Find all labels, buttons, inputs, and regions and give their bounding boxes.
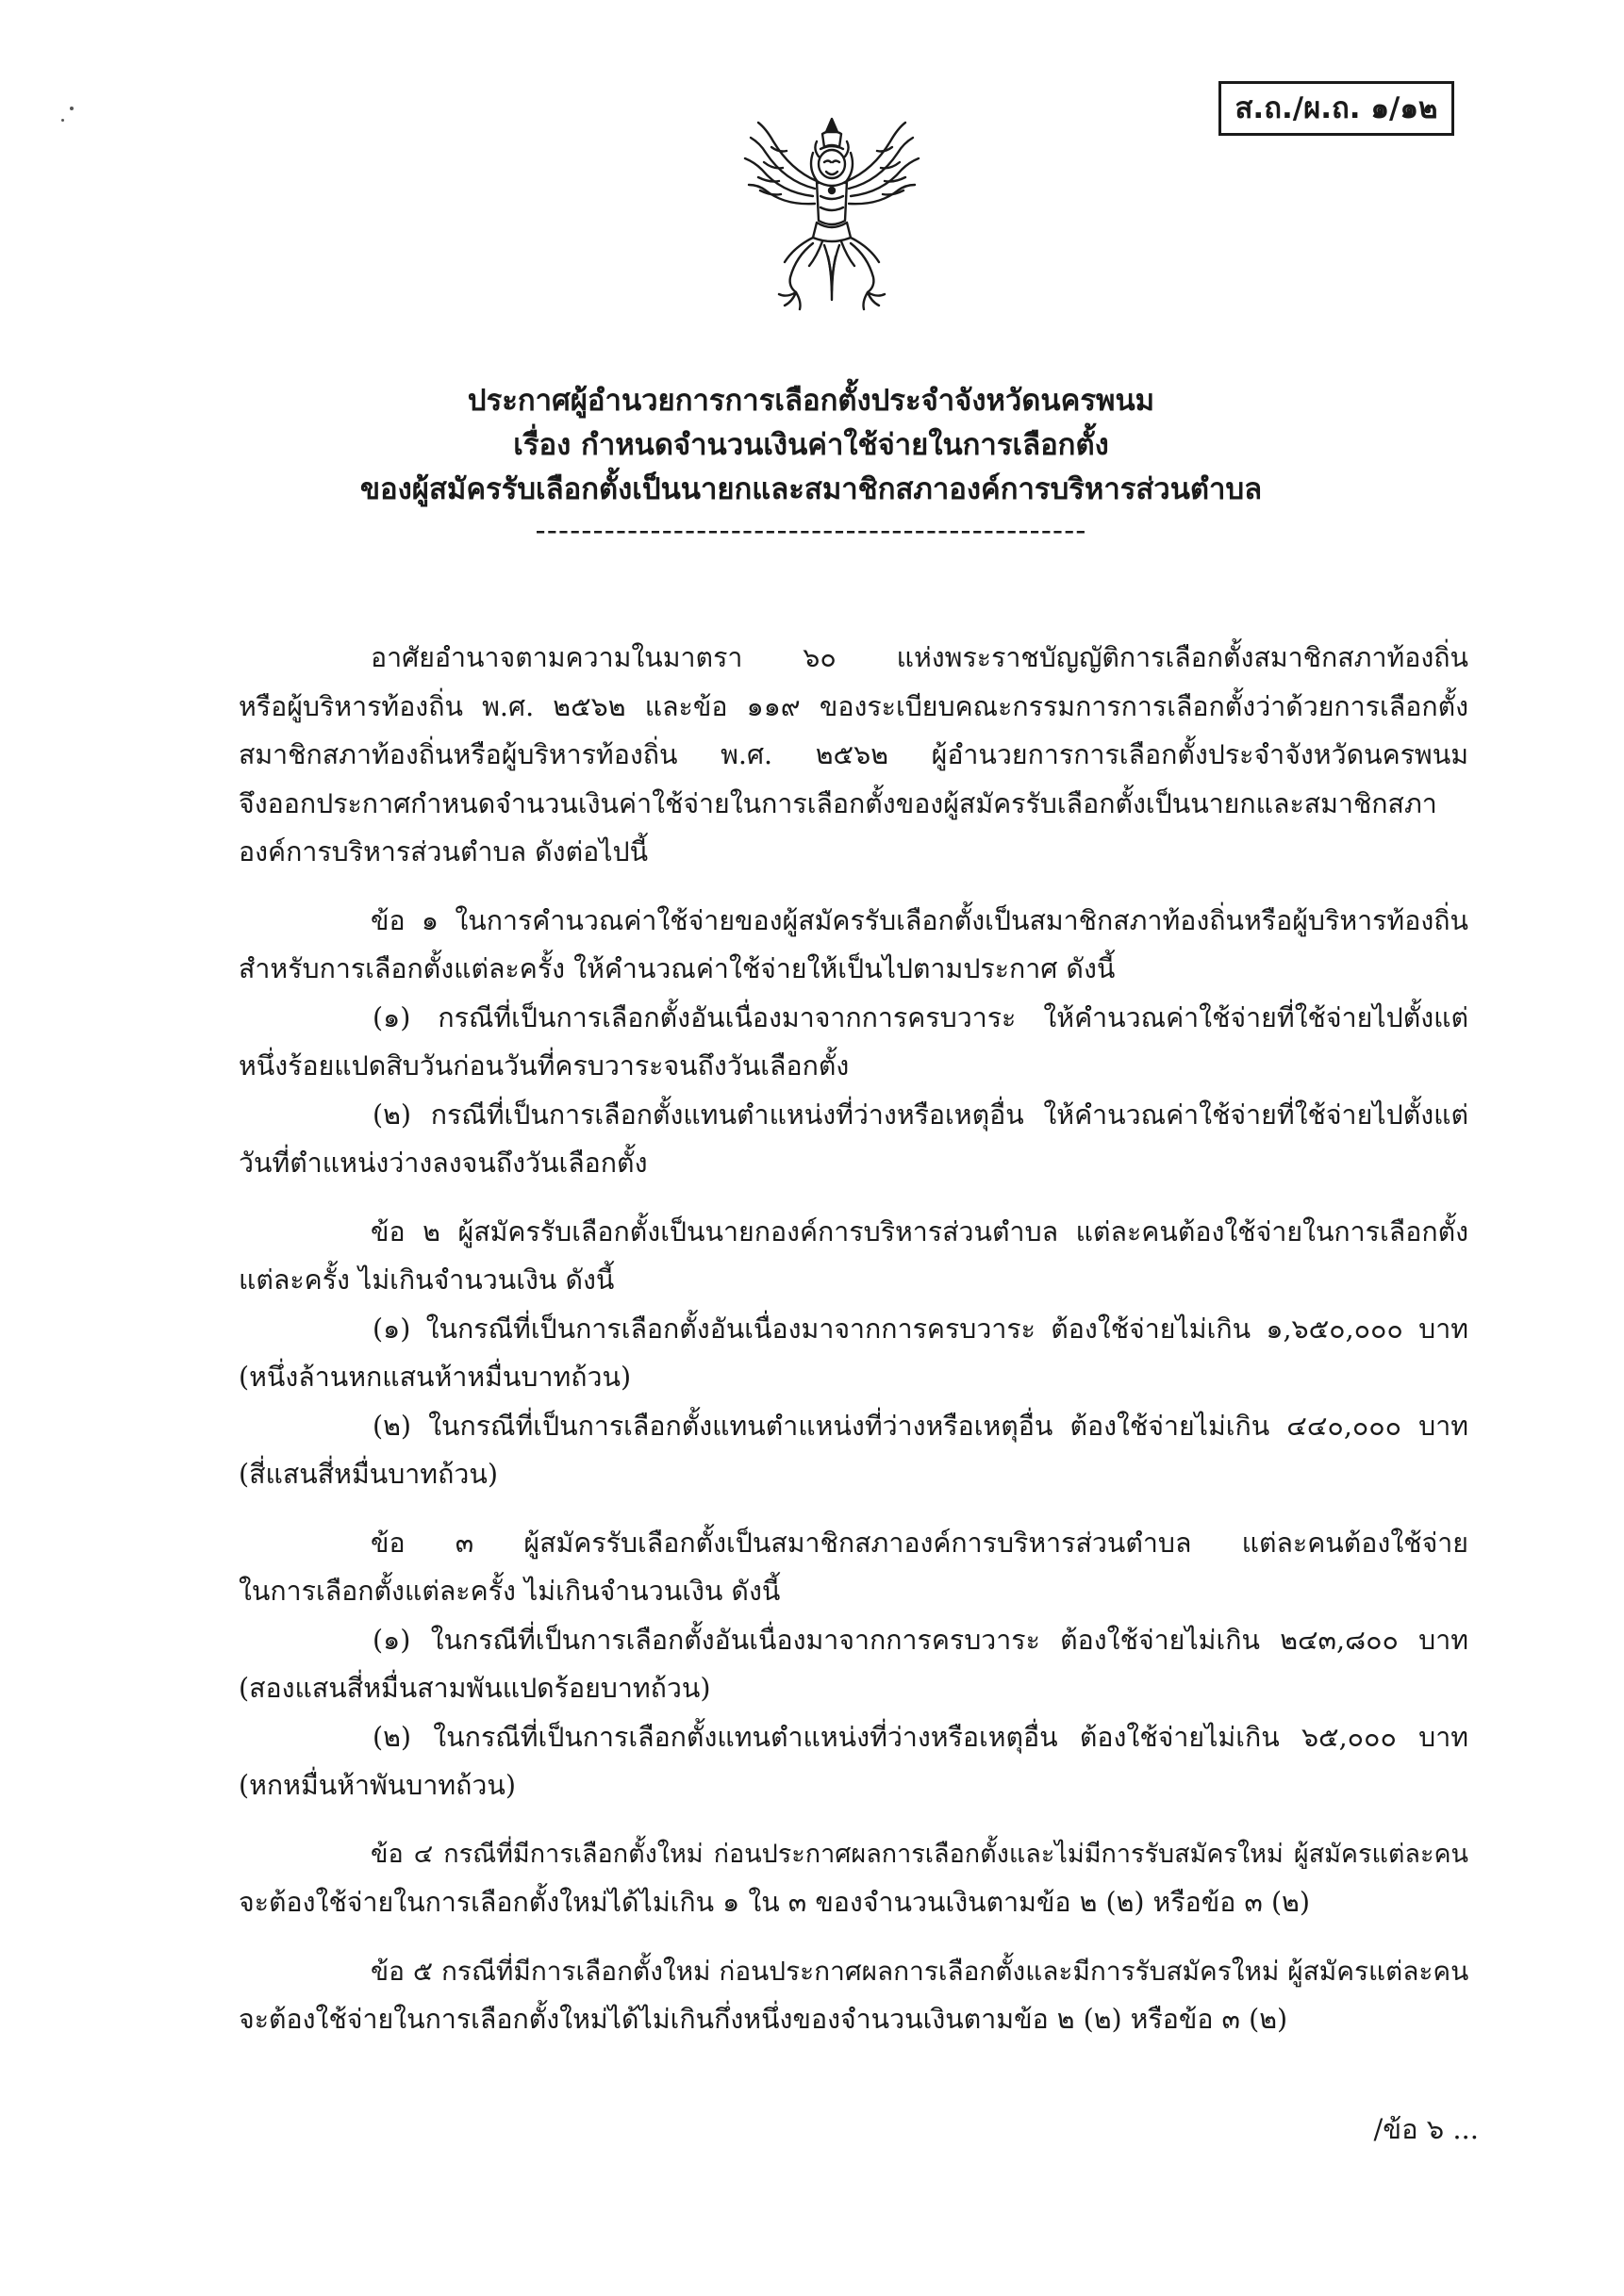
clause-4-line: จะต้องใช้จ่ายในการเลือกตั้งใหม่ได้ไม่เกิน ๑ ใน ๓ ของจำนวนเงินตามข้อ ๒ (๒) หรือข้อ ๓ (๒) (239, 1887, 1310, 1918)
preamble-line: สมาชิกสภาท้องถิ่นหรือผู้บริหารท้องถิ่น พ.ศ. ๒๕๖๒ ผู้อำนวยการการเลือกตั้งประจำจังหวัดนครพนม (239, 739, 1468, 770)
clause-1-item: หนึ่งร้อยแปดสิบวันก่อนวันที่ครบวาระจนถึงวันเลือกตั้ง (239, 1050, 850, 1082)
clause-1-item: วันที่ตำแหน่งว่างลงจนถึงวันเลือกตั้ง (239, 1148, 648, 1179)
clause-5-line: ข้อ ๕ กรณีที่มีการเลือกตั้งใหม่ ก่อนประกาศผลการเลือกตั้งและมีการรับสมัครใหม่ ผู้สมัครแต่ละคน (371, 1955, 1469, 1987)
clause-2-line: แต่ละครั้ง ไม่เกินจำนวนเงิน ดังนี้ (239, 1264, 615, 1296)
announcement-body (239, 634, 1468, 2044)
clause-2-item: (หนึ่งล้านหกแสนห้าหมื่นบาทถ้วน) (239, 1362, 632, 1393)
form-code-box: ส.ถ./ผ.ถ. ๑/๑๒ (1218, 81, 1454, 136)
title-line-3: ของผู้สมัครรับเลือกตั้งเป็นนายกและสมาชิกสภาองค์การบริหารส่วนตำบล (359, 472, 1263, 506)
clause-1-item: (๑) กรณีที่เป็นการเลือกตั้งอันเนื่องมาจากการครบวาระ ให้คำนวณค่าใช้จ่ายที่ใช้จ่ายไปตั้งแต่ (373, 1001, 1468, 1033)
scan-speck (61, 119, 64, 122)
clause-2-item: (สี่แสนสี่หมื่นบาทถ้วน) (239, 1459, 498, 1490)
clause-5-line: จะต้องใช้จ่ายในการเลือกตั้งใหม่ได้ไม่เกินกึ่งหนึ่งของจำนวนเงินตามข้อ ๒ (๒) หรือข้อ ๓ (๒) (239, 2004, 1288, 2035)
preamble-line: จึงออกประกาศกำหนดจำนวนเงินค่าใช้จ่ายในการเลือกตั้งของผู้สมัครรับเลือกตั้งเป็นนายกและสมาชิกสภา (239, 787, 1437, 819)
clause-1-line: สำหรับการเลือกตั้งแต่ละครั้ง ให้คำนวณค่าใช้จ่ายให้เป็นไปตามประกาศ ดังนี้ (239, 953, 1116, 984)
continuation-marker: /ข้อ ๖ ... (1373, 2113, 1479, 2145)
clause-3-item: (๑) ในกรณีที่เป็นการเลือกตั้งอันเนื่องมาจากการครบวาระ ต้องใช้จ่ายไม่เกิน ๒๔๓,๘๐๐ บาท (373, 1624, 1468, 1656)
clause-2-item: (๑) ในกรณีที่เป็นการเลือกตั้งอันเนื่องมาจากการครบวาระ ต้องใช้จ่ายไม่เกิน ๑,๖๕๐,๐๐๐ บาท (373, 1313, 1468, 1345)
clause-1-line: ข้อ ๑ ในการคำนวณค่าใช้จ่ายของผู้สมัครรับเลือกตั้งเป็นสมาชิกสภาท้องถิ่นหรือผู้บริหารท้องถิ่น (371, 904, 1468, 936)
clause-3-item: (หกหมื่นห้าพันบาทถ้วน) (239, 1770, 517, 1801)
clause-2-line: ข้อ ๒ ผู้สมัครรับเลือกตั้งเป็นนายกองค์การบริหารส่วนตำบล แต่ละคนต้องใช้จ่ายในการเลือกตั้ง (371, 1215, 1468, 1247)
clause-3-item: (สองแสนสี่หมื่นสามพันแปดร้อยบาทถ้วน) (239, 1673, 711, 1704)
preamble-line: หรือผู้บริหารท้องถิ่น พ.ศ. ๒๕๖๒ และข้อ ๑๑๙ ของระเบียบคณะกรรมการการเลือกตั้งว่าด้วยการเลือกตั้ง (239, 690, 1468, 722)
title-line-1: ประกาศผู้อำนวยการการเลือกตั้งประจำจังหวัดนครพนม (467, 384, 1155, 418)
garuda-emblem-icon (737, 115, 926, 313)
clause-3-item: (๒) ในกรณีที่เป็นการเลือกตั้งแทนตำแหน่งที่ว่างหรือเหตุอื่น ต้องใช้จ่ายไม่เกิน ๖๕,๐๐๐ บาท (373, 1721, 1468, 1753)
clause-3-line: ข้อ ๓ ผู้สมัครรับเลือกตั้งเป็นสมาชิกสภาองค์การบริหารส่วนตำบล แต่ละคนต้องใช้จ่าย (371, 1527, 1468, 1559)
announcement-title (226, 379, 1396, 550)
scan-speck (70, 107, 74, 110)
clause-2-item: (๒) ในกรณีที่เป็นการเลือกตั้งแทนตำแหน่งที่ว่างหรือเหตุอื่น ต้องใช้จ่ายไม่เกิน ๔๔๐,๐๐๐ บาท (373, 1410, 1468, 1442)
preamble-line: อาศัยอำนาจตามความในมาตรา ๖๐ แห่งพระราชบัญญัติการเลือกตั้งสมาชิกสภาท้องถิ่น (371, 642, 1468, 673)
title-line-2: เรื่อง กำหนดจำนวนเงินค่าใช้จ่ายในการเลือกตั้ง (513, 428, 1109, 462)
clause-4-line: ข้อ ๔ กรณีที่มีการเลือกตั้งใหม่ ก่อนประกาศผลการเลือกตั้งและไม่มีการรับสมัครใหม่ ผู้สมัครแต่ละคน (371, 1839, 1468, 1869)
clause-1-item: (๒) กรณีที่เป็นการเลือกตั้งแทนตำแหน่งที่ว่างหรือเหตุอื่น ให้คำนวณค่าใช้จ่ายที่ใช้จ่ายไปตั้งแต่ (373, 1098, 1468, 1131)
title-separator: ------------------------------------------------ (535, 514, 1087, 548)
clause-3-line: ในการเลือกตั้งแต่ละครั้ง ไม่เกินจำนวนเงิน ดังนี้ (239, 1576, 781, 1607)
preamble-line: องค์การบริหารส่วนตำบล ดังต่อไปนี้ (239, 836, 649, 867)
